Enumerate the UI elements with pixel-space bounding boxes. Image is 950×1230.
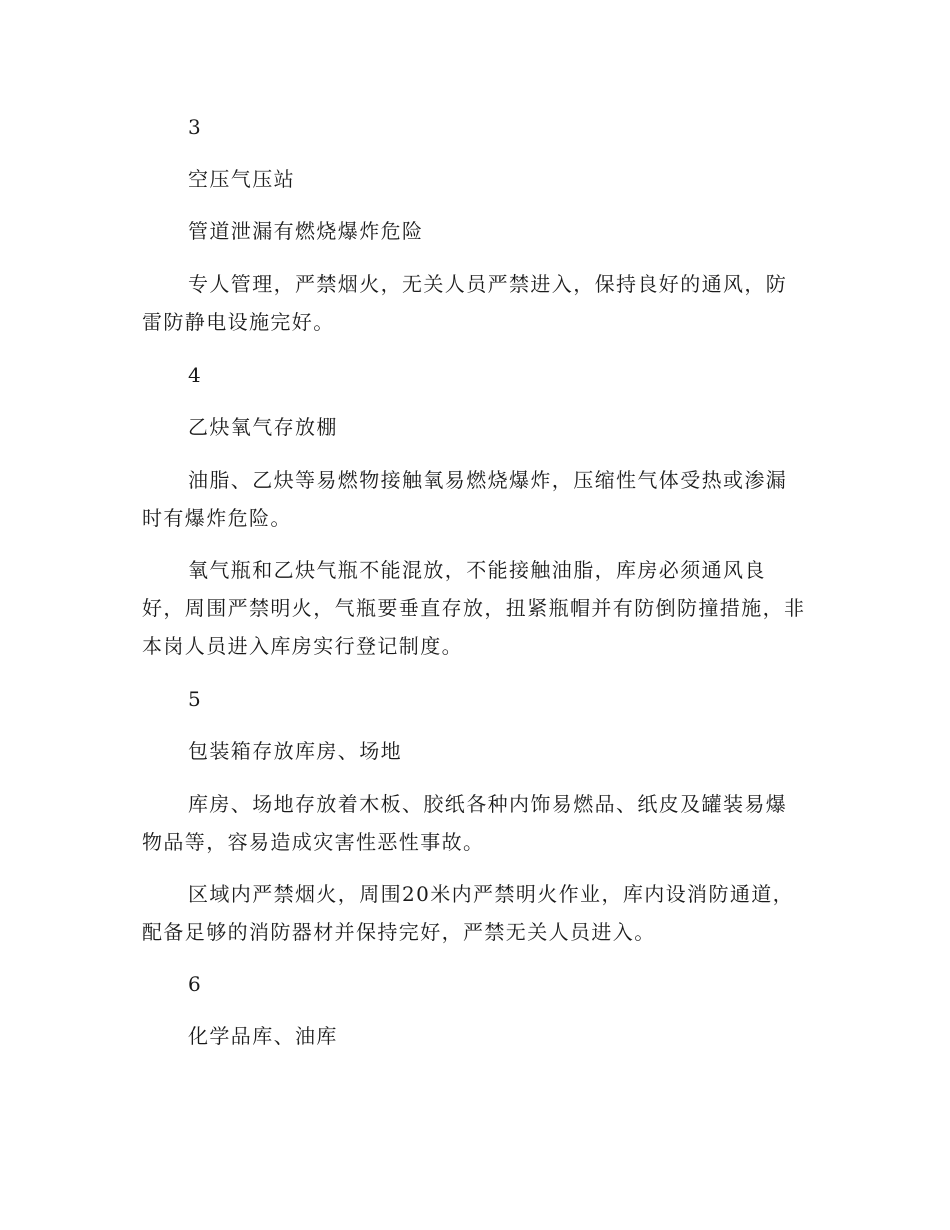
location-title-acetylene-oxygen-shed: 乙炔氧气存放棚	[188, 415, 338, 439]
item-number-6: 6	[188, 972, 201, 996]
control-measures-5: 区域内严禁烟火，周围20米内严禁明火作业，库内设消防通道，配备足够的消防器材并保持完好，严禁无关人员进入。	[142, 882, 795, 944]
hazard-description-4: 油脂、乙炔等易燃物接触氧易燃烧爆炸，压缩性气体受热或渗漏时有爆炸危险。	[142, 468, 788, 530]
hazard-description-3: 管道泄漏有燃烧爆炸危险	[188, 219, 424, 243]
item-number-5: 5	[188, 687, 201, 711]
item-number-4: 4	[188, 363, 201, 387]
item-number-3: 3	[188, 115, 201, 139]
control-measures-4: 氧气瓶和乙炔气瓶不能混放，不能接触油脂，库房必须通风良好，周围严禁明火，气瓶要垂直存放，扭紧瓶帽并有防倒防撞措施，非本岗人员进入库房实行登记制度。	[142, 558, 806, 658]
hazard-description-5: 库房、场地存放着木板、胶纸各种内饰易燃品、纸皮及罐装易爆物品等，容易造成灾害性恶性事故。	[142, 792, 788, 854]
control-measures-3: 专人管理，严禁烟火，无关人员严禁进入，保持良好的通风，防雷防静电设施完好。	[142, 272, 788, 334]
location-title-packing-box-storage: 包装箱存放库房、场地	[188, 739, 402, 763]
location-title-air-compressor-station: 空压气压站	[188, 167, 295, 191]
location-title-chemical-oil-warehouse: 化学品库、油库	[188, 1024, 338, 1048]
